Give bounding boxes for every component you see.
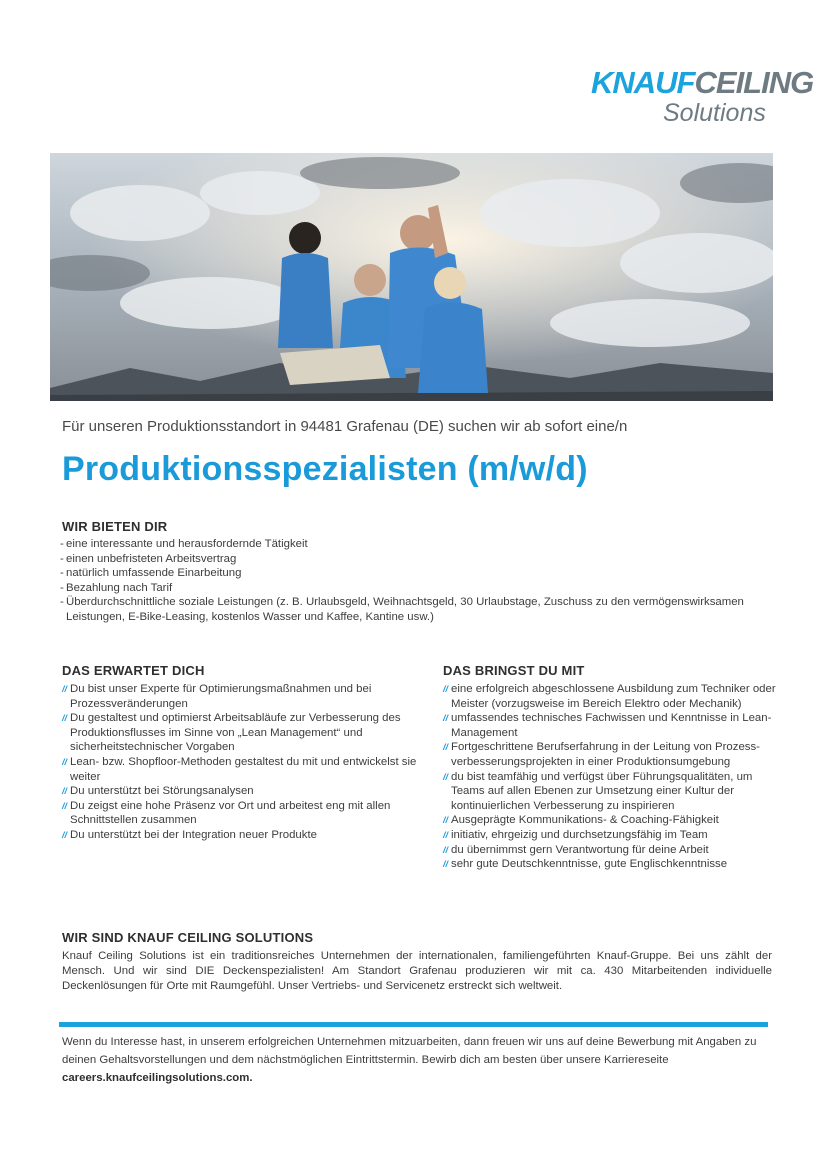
list-item: - Überdurchschnittliche soziale Leistungen (z. B. Urlaubsgeld, Weihnachtsgeld, 30 Urlaubstage, Zuschuss zu den vermögenswirksamen Leistungen, E-Bike-Leasing, kostenlos Wasser und Kaffee, Kantine usw.)	[60, 596, 744, 623]
slash-bullet-icon: //	[443, 815, 449, 826]
list-item: // Du gestaltest und optimierst Arbeitsabläufe zur Verbesserung des Produktionsflusses im Sinne von „Lean Management“ und sicherheitstechnischer Vorgaben	[62, 712, 401, 754]
divider	[59, 1022, 768, 1027]
slash-bullet-icon: //	[62, 800, 68, 811]
slash-bullet-icon: //	[443, 742, 449, 753]
career-link[interactable]: careers.knaufceilingsolutions.com.	[62, 1072, 253, 1084]
list-item: - eine interessante und herausfordernde Tätigkeit	[60, 538, 308, 550]
contact-text: Wenn du Interesse hast, in unserem erfolgreichen Unternehmen mitzuarbeiten, dann freuen wir uns auf deine Bewerbung mit Angaben zu deinen Gehaltsvorstellungen und dem nächstmöglichen Eintrittstermin. Bewirb dich am besten über unsere Karriereseite	[62, 1036, 757, 1066]
list-item: // sehr gute Deutschkenntnisse, gute Englischkenntnisse	[443, 858, 728, 871]
list-item: // Du unterstützt bei Störungsanalysen	[62, 785, 254, 798]
list-item: // eine erfolgreich abgeschlossene Ausbildung zum Techniker oder Meister (vorzugsweise im Bereich Elektro oder Mechanik)	[443, 683, 776, 710]
about-text: Knauf Ceiling Solutions ist ein traditionsreiches Unternehmen der internationalen, familiengeführten Knauf-Gruppe. Bei uns zählt der Mensch. Und wir sind DIE Deckenspezialisten! Am Standort Grafenau produzieren wir mit ca. 430 Mitarbeitenden individuelle Deckenlösungen für Orte mit Raumgefühl. Unser Vertriebs- und Servicenetz erstreckt sich weltweit.	[62, 950, 772, 992]
page-title: Produktionsspezialisten (m/w/d)	[62, 450, 588, 488]
logo-subtitle: Solutions	[663, 99, 766, 127]
bring-section	[443, 663, 783, 872]
offer-section	[60, 519, 780, 625]
slash-bullet-icon: //	[443, 771, 449, 782]
team-on-mountain-photo-icon	[50, 153, 773, 401]
offer-heading: WIR BIETEN DIR	[62, 519, 168, 534]
slash-bullet-icon: //	[443, 713, 449, 724]
list-item: // initiativ, ehrgeizig und durchsetzungsfähig im Team	[443, 828, 708, 841]
slash-bullet-icon: //	[62, 684, 68, 694]
intro-text: Für unseren Produktionsstandort in 94481 Grafenau (DE) suchen wir ab sofort eine/n	[62, 418, 628, 435]
logo-wordmark: KNAUFCEILING	[591, 65, 814, 100]
list-item: - einen unbefristeten Arbeitsvertrag	[60, 552, 237, 565]
list-item: // umfassendes technisches Fachwissen und Kenntnisse in Lean-Management	[443, 712, 772, 739]
slash-bullet-icon: //	[443, 684, 449, 694]
list-item: // du übernimmst gern Verantwortung für deine Arbeit	[443, 843, 709, 856]
slash-bullet-icon: //	[443, 844, 449, 855]
slash-bullet-icon: //	[62, 829, 68, 840]
list-item: // du bist teamfähig und verfügst über Führungsqualitäten, um Teams auf allen Ebenen zur Umsetzung einer Kultur der kontinuierlichen Verbesserung zu inspirieren	[443, 770, 753, 812]
slash-bullet-icon: //	[443, 829, 449, 840]
slash-bullet-icon: //	[62, 786, 68, 797]
contact-section	[62, 1033, 772, 1087]
bring-heading: DAS BRINGST DU MIT	[443, 663, 585, 678]
expect-section	[62, 663, 422, 843]
list-item: - natürlich umfassende Einarbeitung	[60, 567, 242, 580]
company-logo	[591, 65, 814, 138]
about-section	[62, 930, 772, 994]
slash-bullet-icon: //	[62, 713, 68, 724]
list-item: // Du zeigst eine hohe Präsenz vor Ort und arbeitest eng mit allen Schnittstellen zusammen	[62, 799, 391, 827]
hero-image	[50, 153, 773, 401]
expect-heading: DAS ERWARTET DICH	[62, 663, 205, 678]
list-item: // Fortgeschrittene Berufserfahrung in der Leitung von Prozess-verbesserungsprojekten in einer Produktionsumgebung	[443, 741, 760, 768]
about-heading: WIR SIND KNAUF CEILING SOLUTIONS	[62, 930, 314, 945]
list-item: // Ausgeprägte Kommunikations- & Coaching-Fähigkeit	[443, 814, 719, 827]
slash-bullet-icon: //	[62, 756, 68, 767]
slash-bullet-icon: //	[443, 859, 449, 870]
list-item: - Bezahlung nach Tarif	[60, 581, 173, 594]
list-item: // Lean- bzw. Shopfloor-Methoden gestaltest du mit und entwickelst sie weiter	[62, 755, 417, 783]
list-item: // Du bist unser Experte für Optimierungsmaßnahmen und bei Prozessveränderungen	[62, 683, 372, 710]
list-item: // Du unterstützt bei der Integration neuer Produkte	[62, 828, 317, 841]
